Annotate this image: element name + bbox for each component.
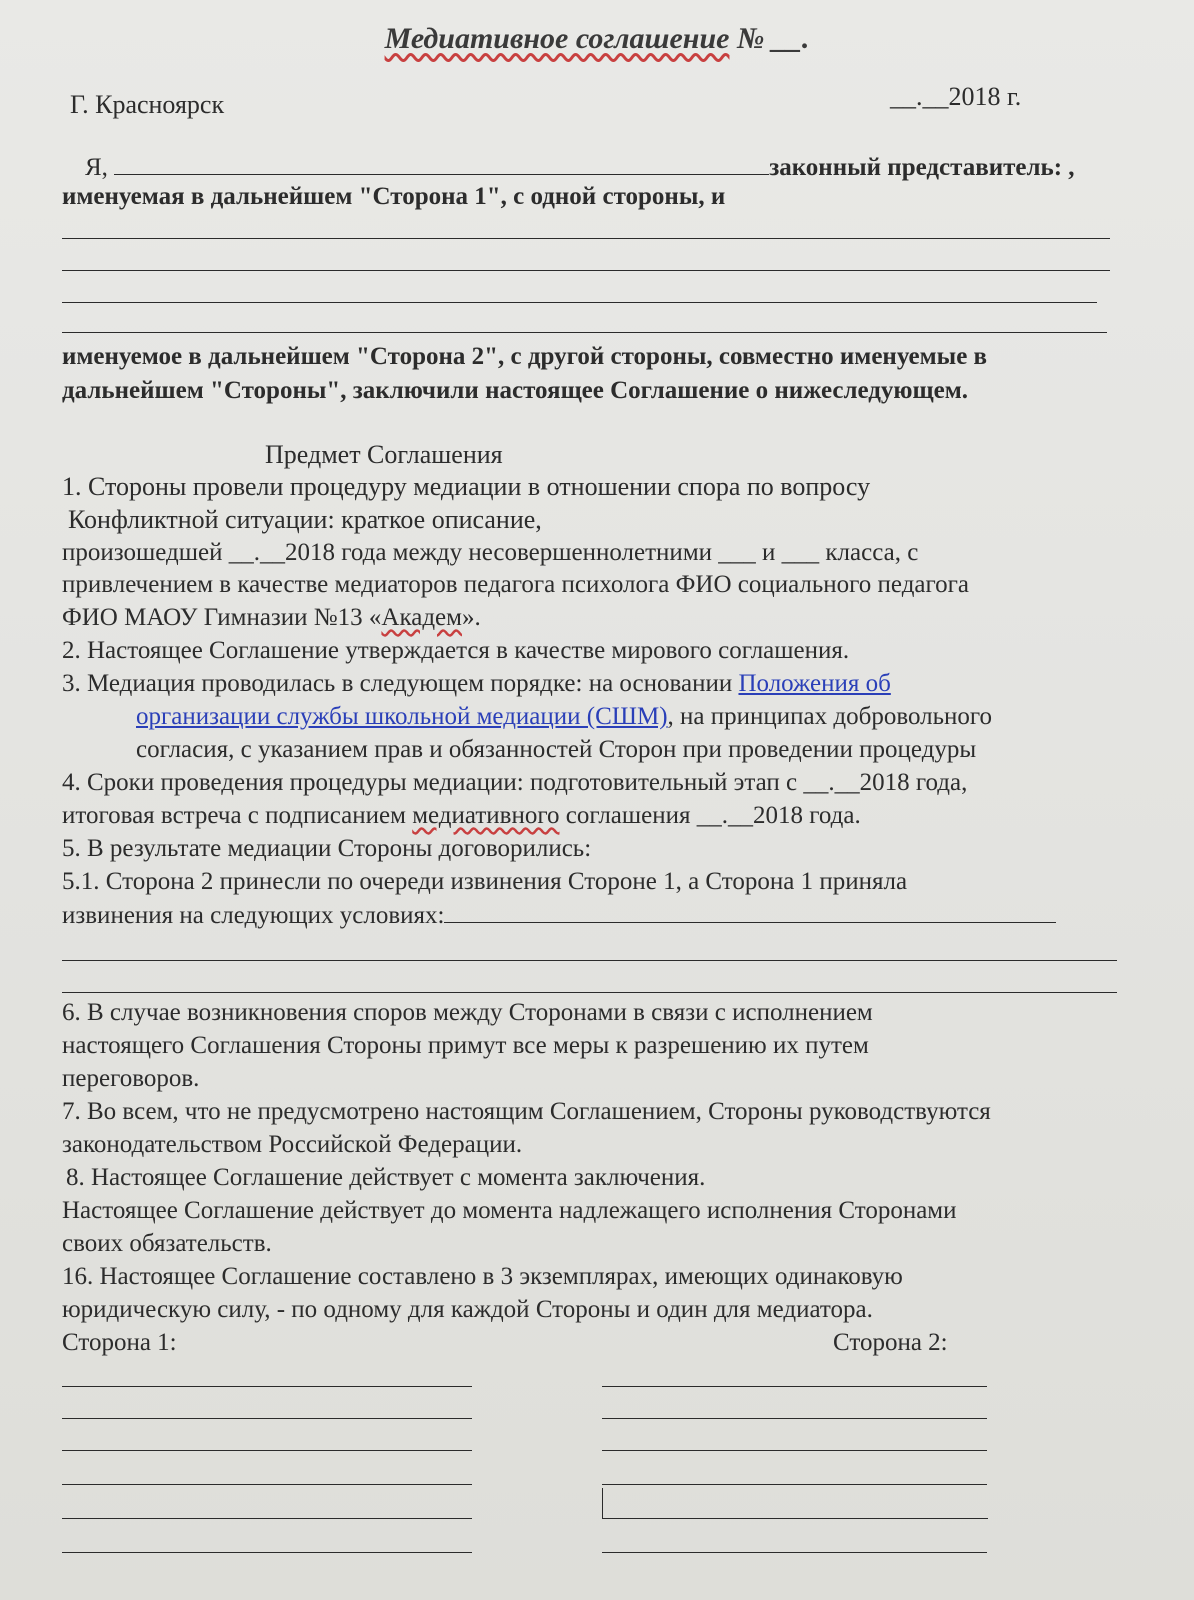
clause-3-lead: 3. Медиация проводилась в следующем порядке: на основании xyxy=(62,670,733,697)
party2-blank-line xyxy=(62,238,1110,239)
city-label: Г. Красноярск xyxy=(70,90,225,119)
party1-signature-line xyxy=(62,1418,472,1419)
clause-2: 2. Настоящее Соглашение утверждается в качестве мирового соглашения. xyxy=(62,637,850,664)
party2-signature-line xyxy=(602,1386,987,1387)
clause-4-line-2 xyxy=(62,801,861,831)
clause-8-line-1: 8. Настоящее Соглашение действует с момента заключения. xyxy=(66,1164,706,1191)
clause-3-line-2 xyxy=(136,702,992,732)
clause-6-line-3: переговоров. xyxy=(62,1065,200,1092)
party2-blank-line xyxy=(62,270,1110,271)
clause-6-line-2: настоящего Соглашения Стороны примут все меры к разрешению их путем xyxy=(62,1032,869,1059)
conditions-blank-line xyxy=(62,960,1117,961)
party1-signature-line xyxy=(62,1386,472,1387)
party2-signature-line xyxy=(602,1418,987,1419)
clause-8-line-3: своих обязательств. xyxy=(62,1230,272,1257)
clause-5-1-line-2 xyxy=(62,900,1056,931)
clause-6-line-1: 6. В случае возникновения споров между Сторонами в связи с исполнением xyxy=(62,999,873,1026)
clause-1-line-1: 1. Стороны провели процедуру медиации в отношении спора по вопросу xyxy=(62,472,871,501)
party2-line-2: дальнейшем "Стороны", заключили настоящее Соглашение о нижеследующем. xyxy=(62,377,969,404)
clause-7-line-2: законодательством Российской Федерации. xyxy=(62,1131,523,1158)
clause-1-line-3: произошедшей __.__2018 года между несовершеннолетними ___ и ___ класса, с xyxy=(62,539,919,566)
party2-signature-line xyxy=(602,1450,987,1451)
clause-5-1-line-1: 5.1. Сторона 2 принесли по очереди извинения Стороне 1, а Сторона 1 приняла xyxy=(62,868,908,895)
clause-5-1-conditions: извинения на следующих условиях: xyxy=(62,902,445,929)
title-number: № __. xyxy=(736,22,810,55)
clause-8-line-2: Настоящее Соглашение действует до момента надлежащего исполнения Сторонами xyxy=(62,1197,957,1224)
clause-3-line-3: согласия, с указанием прав и обязанностей Сторон при проведении процедуры xyxy=(136,736,977,763)
regulation-link-continued[interactable]: организации службы школьной медиации (СШМ) xyxy=(136,703,668,730)
clause-3-principles: , на принципах добровольного xyxy=(667,703,993,730)
clause-7-line-1: 7. Во всем, что не предусмотрено настоящим Соглашением, Стороны руководствуются xyxy=(62,1098,991,1125)
party2-blank-line xyxy=(62,302,1097,303)
clause-16-line-2: юридическую силу, - по одному для каждой Стороны и один для медиатора. xyxy=(62,1296,873,1323)
party2-signature-line xyxy=(602,1484,987,1485)
title-text: Медиативное соглашение xyxy=(384,22,730,55)
clause-4-line-1: 4. Сроки проведения процедуры медиации: подготовительный этап с __.__2018 года, xyxy=(62,769,968,796)
party1-name-blank xyxy=(114,152,769,175)
date-label: __.__2018 г. xyxy=(890,82,1022,111)
school-name-accent: Академ xyxy=(381,604,462,631)
party1-signature-line xyxy=(62,1552,472,1553)
party2-blank-line xyxy=(62,332,1107,333)
section-title: Предмет Соглашения xyxy=(265,440,503,469)
document-title xyxy=(0,22,1194,56)
school-name: ФИО МАОУ Гимназии №13 « xyxy=(62,604,382,631)
party1-signature-line xyxy=(62,1518,472,1519)
intro-pronoun: Я, xyxy=(85,154,108,181)
conditions-blank xyxy=(444,900,1056,923)
party1-signature-line xyxy=(62,1450,472,1451)
party1-signature-line xyxy=(62,1484,472,1485)
clause-1-line-2: Конфликтной ситуации: краткое описание, xyxy=(68,505,542,534)
clause-16-line-1: 16. Настоящее Соглашение составлено в 3 экземплярах, имеющих одинаковую xyxy=(62,1263,903,1290)
clause-3-line-1 xyxy=(62,669,891,699)
clause-4-end: соглашения __.__2018 года. xyxy=(565,802,861,829)
party2-signature-label: Сторона 2: xyxy=(833,1329,948,1356)
clause-1-line-4: привлечением в качестве медиаторов педагога психолога ФИО социального педагога xyxy=(62,571,969,598)
clause-4-mediative: медиативного xyxy=(412,802,560,829)
intro-line-2: именуемая в дальнейшем "Сторона 1", с одной стороны, и xyxy=(62,183,726,210)
party2-signature-line xyxy=(602,1552,987,1553)
conditions-blank-line xyxy=(62,992,1117,993)
clause-4-lead: итоговая встреча с подписанием xyxy=(62,802,406,829)
party2-signature-box xyxy=(602,1488,988,1519)
clause-5: 5. В результате медиации Стороны договорились: xyxy=(62,835,592,862)
clause-1-line-5 xyxy=(62,603,481,633)
regulation-link[interactable]: Положения об xyxy=(738,670,891,697)
party2-line-1: именуемое в дальнейшем "Сторона 2", с другой стороны, совместно именуемые в xyxy=(62,343,988,370)
intro-representative: законный представитель: , xyxy=(769,154,1075,181)
school-name-end: ». xyxy=(461,604,481,631)
party1-signature-label: Сторона 1: xyxy=(62,1329,177,1356)
intro-line-1 xyxy=(85,152,1075,183)
